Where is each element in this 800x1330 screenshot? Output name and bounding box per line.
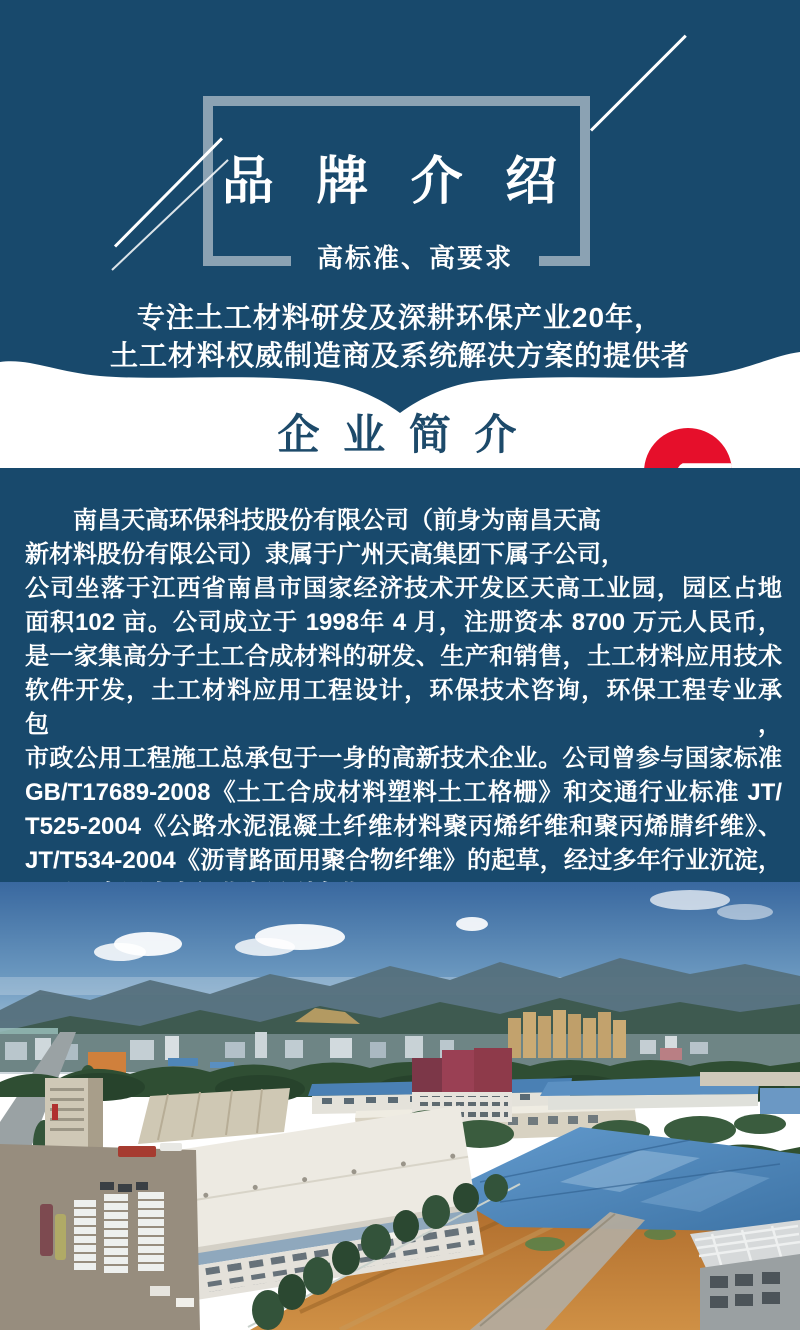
profile-text-line: GB/T17689-2008《土工合成材料塑料土工格栅》和交通行业标准 JT/ [25, 779, 782, 806]
beige-tower [45, 1078, 103, 1148]
arched-roof-warehouse [138, 1088, 290, 1144]
corner-building [690, 1220, 800, 1330]
profile-text-line: JT/T534-2004《沥青路面用聚合物纤维》的起草，经过多年行业沉淀， [25, 847, 782, 874]
profile-text-line: 软件开发，土工材料应用工程设计，环保技术咨询，环保工程专业承包， [25, 677, 782, 738]
profile-text-line: 市政公用工程施工总承包于一身的高新技术企业。公司曾参与国家标准 [25, 745, 782, 772]
brand-subtitle: 高标准、高要求 [316, 243, 513, 273]
industrial-park-photo [0, 882, 800, 1330]
profile-text-line: 公司坐落于江西省南昌市国家经济技术开发区天高工业园，园区占地 [25, 575, 782, 602]
frame-bottom-right-segment [539, 256, 590, 266]
profile-text-line: T525-2004《公路水泥混凝土纤维材料聚丙烯纤维和聚丙烯腈纤维》、 [25, 813, 782, 840]
frame-bottom-left-segment [203, 256, 291, 266]
parked-cars [74, 1192, 164, 1273]
profile-text-line: 面积102 亩。公司成立于 1998年 4 月，注册资本 8700 万元人民币， [25, 609, 782, 636]
company-profile-panel [0, 468, 800, 882]
parking-lot [0, 1143, 200, 1330]
profile-text-line: 南昌天高环保科技股份有限公司（前身为南昌天高 [25, 507, 601, 534]
slogan-line-1: 专注土工材料研发及深耕环保产业20年， [136, 302, 664, 333]
profile-text-line: 是一家集高分子土工合成材料的研发、生产和销售，土工材料应用技术 [25, 643, 782, 670]
brand-title: 品 牌 介 绍 [221, 153, 572, 211]
profile-heading: 企 业 简 介 [277, 411, 523, 458]
profile-text-line: 新材料股份有限公司）隶属于广州天高集团下属子公司， [25, 541, 625, 568]
brand-header [0, 0, 800, 470]
slogan-line-2: 土工材料权威制造商及系统解决方案的提供者 [109, 340, 690, 371]
